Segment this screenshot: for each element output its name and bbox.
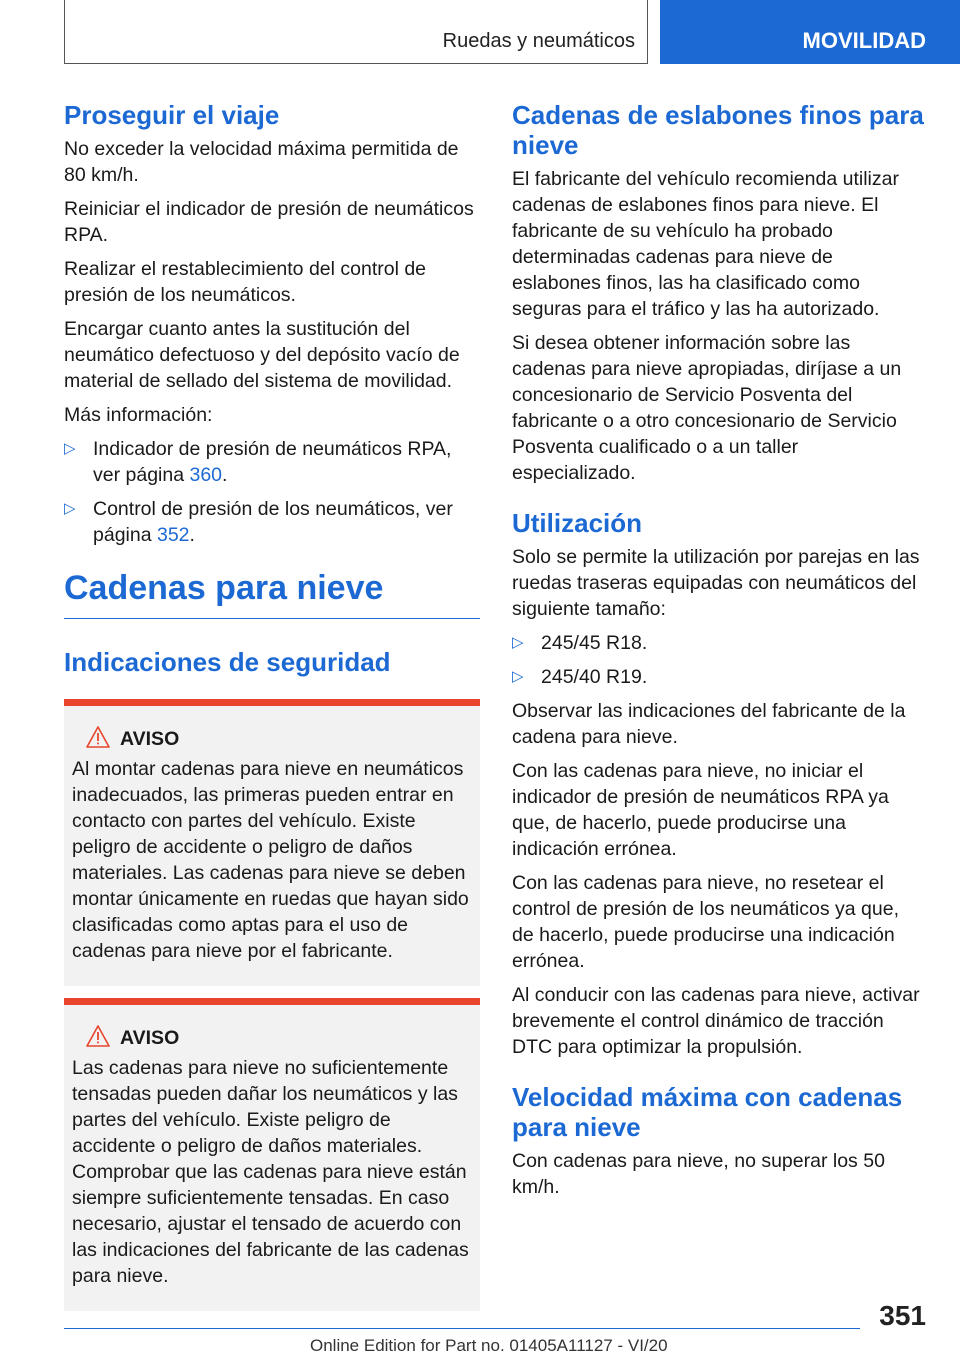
page-number: 351 — [879, 1300, 926, 1331]
section-tab — [660, 0, 960, 64]
triangle-bullet-icon: ▷ — [512, 668, 524, 685]
heading-eslabones: Cadenas de eslabones finos para nieve — [512, 100, 924, 160]
triangle-bullet-icon: ▷ — [512, 634, 524, 651]
page-link[interactable]: 352 — [156, 524, 190, 546]
heading-cadenas: Cadenas para nieve — [64, 568, 480, 619]
warning-label: AVISO — [120, 1027, 180, 1049]
paragraph: Con cadenas para nieve, no superar los 50 km/h. — [512, 1150, 885, 1198]
paragraph: Reiniciar el indicador de presión de neumáticos RPA. — [64, 198, 474, 246]
right-column — [512, 100, 924, 1208]
paragraph: Con las cadenas para nieve, no resetear el control de presión de los neumáticos ya que, de hacerlo, puede producirse una indicación errónea. — [512, 872, 899, 972]
list-item: ▷ Control de presión de los neumáticos, ver página 352. — [64, 498, 453, 546]
list-item-text: 245/40 R19. — [541, 666, 648, 688]
warning-triangle-icon — [86, 1025, 110, 1047]
warning-triangle-icon — [86, 726, 110, 748]
page-link[interactable]: 360 — [189, 464, 223, 486]
list-item — [512, 664, 924, 690]
warning-header — [72, 726, 472, 754]
paragraph: No exceder la velocidad máxima permitida de 80 km/h. — [64, 138, 459, 186]
list-item-text: 245/45 R18. — [541, 632, 648, 654]
list-item: ▷ Indicador de presión de neumáticos RPA, ver página 360. — [64, 438, 452, 486]
warning-box — [64, 998, 480, 1311]
header-box — [64, 0, 648, 64]
heading-proseguir: Proseguir el viaje — [64, 100, 280, 130]
paragraph: Observar las indicaciones del fabricante de la cadena para nieve. — [512, 700, 906, 748]
paragraph: Al conducir con las cadenas para nieve, activar brevemente el control dinámico de tracción DTC para optimizar la propulsión. — [512, 984, 920, 1058]
paragraph: Solo se permite la utilización por parejas en las ruedas traseras equipadas con neumáticos del siguiente tamaño: — [512, 546, 920, 620]
footer-edition: Online Edition for Part no. 01405A11127 - VI/20 — [310, 1336, 668, 1355]
paragraph: Si desea obtener información sobre las cadenas para nieve apropiadas, diríjase a un concesionario de Servicio Posventa del fabricante o a otro concesionario de Servicio Posventa cualificado o a un taller especializado. — [512, 332, 902, 484]
left-column — [64, 100, 480, 1323]
heading-utilizacion: Utilización — [512, 508, 643, 538]
section-label: MOVILIDAD — [802, 28, 926, 53]
triangle-bullet-icon: ▷ — [64, 500, 76, 517]
warning-box — [64, 699, 480, 986]
heading-velocidad: Velocidad máxima con cadenas para nieve — [512, 1082, 903, 1142]
heading-indicaciones: Indicaciones de seguridad — [64, 647, 391, 677]
list-item-text: Control de presión de los neumáticos, ver página — [93, 498, 453, 546]
paragraph: Realizar el restablecimiento del control de presión de los neumáticos. — [64, 258, 427, 306]
paragraph: Más información: — [64, 404, 213, 426]
warning-label: AVISO — [120, 728, 180, 750]
list-item-text: Indicador de presión de neumáticos RPA, ver página — [93, 438, 452, 486]
warning-text: Las cadenas para nieve no suficientemente tensadas pueden dañar los neumáticos y las partes del vehículo. Existe peligro de accidente o peligro de daños materiales. Comprobar que las cadenas para nieve están siempre suficientemente tensadas. En caso necesario, ajustar el tensado de acuerdo con las indicaciones del fabricante de las cadenas para nieve. — [72, 1057, 469, 1287]
list-item — [512, 630, 924, 656]
footer-divider — [64, 1328, 860, 1329]
paragraph: El fabricante del vehículo recomienda utilizar cadenas de eslabones finos para nieve. El fabricante de su vehículo ha probado determinadas cadenas para nieve de eslabones finos, las ha clasificado como seguras para el tráfico y las ha autorizado. — [512, 168, 899, 320]
triangle-bullet-icon: ▷ — [64, 440, 76, 457]
paragraph: Con las cadenas para nieve, no iniciar el indicador de presión de neumáticos RPA ya que, de hacerlo, puede producirse una indicación errónea. — [512, 760, 889, 860]
chapter-title: Ruedas y neumáticos — [442, 30, 635, 52]
warning-header — [72, 1025, 472, 1053]
paragraph: Encargar cuanto antes la sustitución del neumático defectuoso y del depósito vacío de material de sellado del sistema de movilidad. — [64, 318, 460, 392]
warning-text: Al montar cadenas para nieve en neumáticos inadecuados, las primeras pueden entrar en contacto con partes del vehículo. Existe peligro de accidente o peligro de daños materiales. Las cadenas para nieve se deben montar únicamente en ruedas que hayan sido clasificadas como aptas para el uso de cadenas para nieve por el fabricante. — [72, 758, 469, 962]
